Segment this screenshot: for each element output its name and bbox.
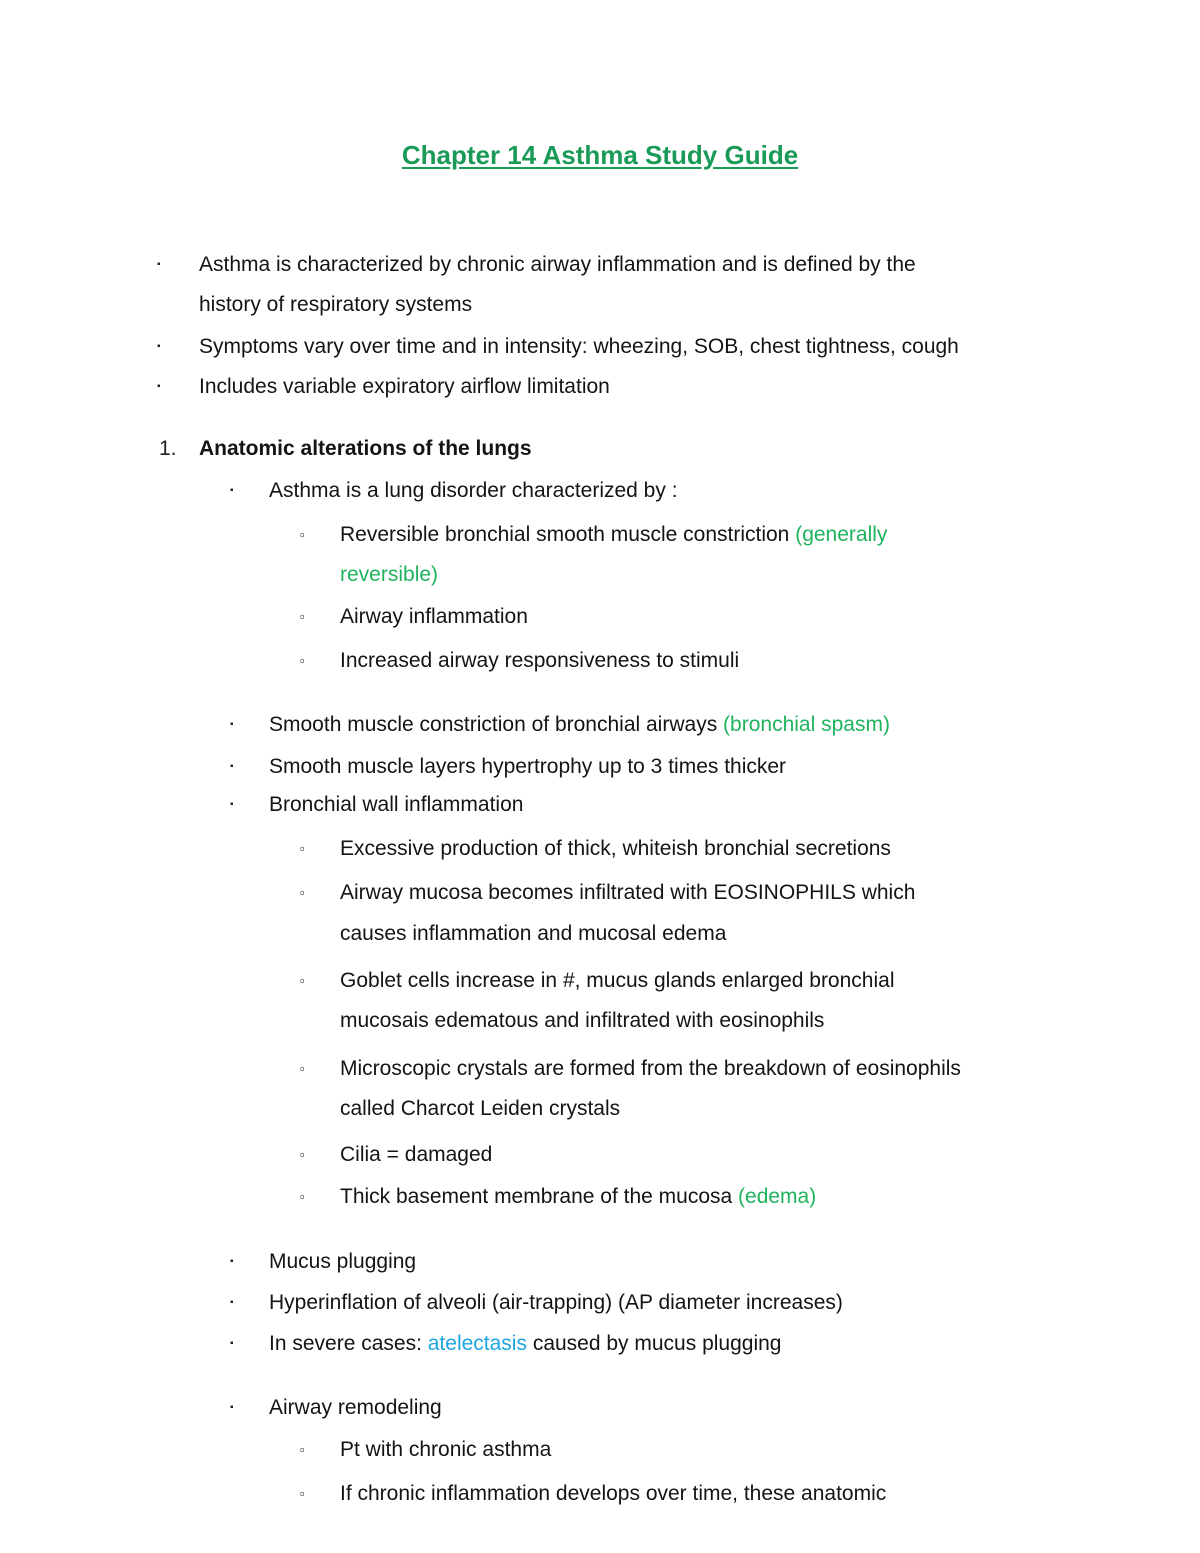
sub-bullet-marker: ▫ [300, 885, 305, 900]
reversible-constriction [340, 522, 887, 548]
reversible-note-line-2: reversible) [340, 563, 439, 586]
smooth-constriction-text: Smooth muscle constriction of bronchial airways [269, 713, 718, 736]
section-heading: Anatomic alterations of the lungs [199, 437, 532, 460]
characterized-by: Asthma is a lung disorder characterized by : [269, 479, 678, 502]
severe-cases [269, 1331, 781, 1357]
sub-bullet-marker: ▫ [300, 841, 305, 856]
crystals-line-1: Microscopic crystals are formed from the breakdown of eosinophils [340, 1057, 961, 1080]
bullet-marker: ▪ [230, 1338, 234, 1349]
eosinophils-line-1: Airway mucosa becomes infiltrated with EOSINOPHILS which [340, 881, 916, 904]
bullet-marker: ▪ [230, 485, 234, 496]
excessive-secretions: Excessive production of thick, whiteish bronchial secretions [340, 837, 891, 860]
sub-bullet-marker: ▫ [300, 527, 305, 542]
reversible-note-line-1: (generally [795, 523, 888, 546]
intro-bullet-2: Symptoms vary over time and in intensity: wheezing, SOB, chest tightness, cough [199, 335, 959, 358]
crystals-line-2: called Charcot Leiden crystals [340, 1097, 621, 1120]
reversible-text: Reversible bronchial smooth muscle constriction [340, 523, 790, 546]
bullet-marker: ▪ [157, 381, 161, 392]
sub-bullet-marker: ▫ [300, 1442, 305, 1457]
atelectasis-term: atelectasis [427, 1332, 527, 1355]
pt-chronic-asthma: Pt with chronic asthma [340, 1438, 552, 1461]
sub-bullet-marker: ▫ [300, 653, 305, 668]
sub-bullet-marker: ▫ [300, 1061, 305, 1076]
sub-bullet-marker: ▫ [300, 609, 305, 624]
sub-bullet-marker: ▫ [300, 1147, 305, 1162]
basement-note: (edema) [738, 1185, 817, 1208]
cilia-damaged: Cilia = damaged [340, 1143, 493, 1166]
airway-inflammation: Airway inflammation [340, 605, 528, 628]
intro-bullet-3: Includes variable expiratory airflow limitation [199, 375, 610, 398]
sub-bullet-marker: ▫ [300, 1189, 305, 1204]
page-title: Chapter 14 Asthma Study Guide [401, 140, 799, 170]
muscle-hypertrophy: Smooth muscle layers hypertrophy up to 3 times thicker [269, 755, 787, 778]
severe-prefix: In severe cases: [269, 1332, 422, 1355]
smooth-muscle-constriction [269, 712, 890, 738]
bullet-marker: ▪ [230, 1402, 234, 1413]
bullet-marker: ▪ [230, 1297, 234, 1308]
airway-remodeling: Airway remodeling [269, 1396, 442, 1419]
basement-membrane [340, 1184, 816, 1210]
increased-responsiveness: Increased airway responsiveness to stimuli [340, 649, 740, 672]
chronic-inflammation: If chronic inflammation develops over time, these anatomic [340, 1482, 887, 1505]
section-number: 1. [159, 437, 177, 460]
goblet-cells-line-1: Goblet cells increase in #, mucus glands enlarged bronchial [340, 969, 895, 992]
bullet-marker: ▪ [230, 1256, 234, 1267]
mucus-plugging: Mucus plugging [269, 1250, 417, 1273]
severe-suffix: caused by mucus plugging [532, 1332, 782, 1355]
smooth-constriction-note: (bronchial spasm) [723, 713, 890, 736]
eosinophils-line-2: causes inflammation and mucosal edema [340, 922, 727, 945]
intro-bullet-1-line-1: Asthma is characterized by chronic airway inflammation and is defined by the [199, 253, 916, 276]
sub-bullet-marker: ▫ [300, 973, 305, 988]
bullet-marker: ▪ [230, 761, 234, 772]
goblet-cells-line-2: mucosais edematous and infiltrated with eosinophils [340, 1009, 825, 1032]
bullet-marker: ▪ [230, 799, 234, 810]
bullet-marker: ▪ [157, 259, 161, 270]
sub-bullet-marker: ▫ [300, 1486, 305, 1501]
bullet-marker: ▪ [230, 719, 234, 730]
hyperinflation: Hyperinflation of alveoli (air-trapping) (AP diameter increases) [269, 1291, 843, 1314]
intro-bullet-1-line-2: history of respiratory systems [199, 293, 473, 316]
bronchial-wall-inflammation: Bronchial wall inflammation [269, 793, 524, 816]
bullet-marker: ▪ [157, 341, 161, 352]
basement-text: Thick basement membrane of the mucosa [340, 1185, 733, 1208]
